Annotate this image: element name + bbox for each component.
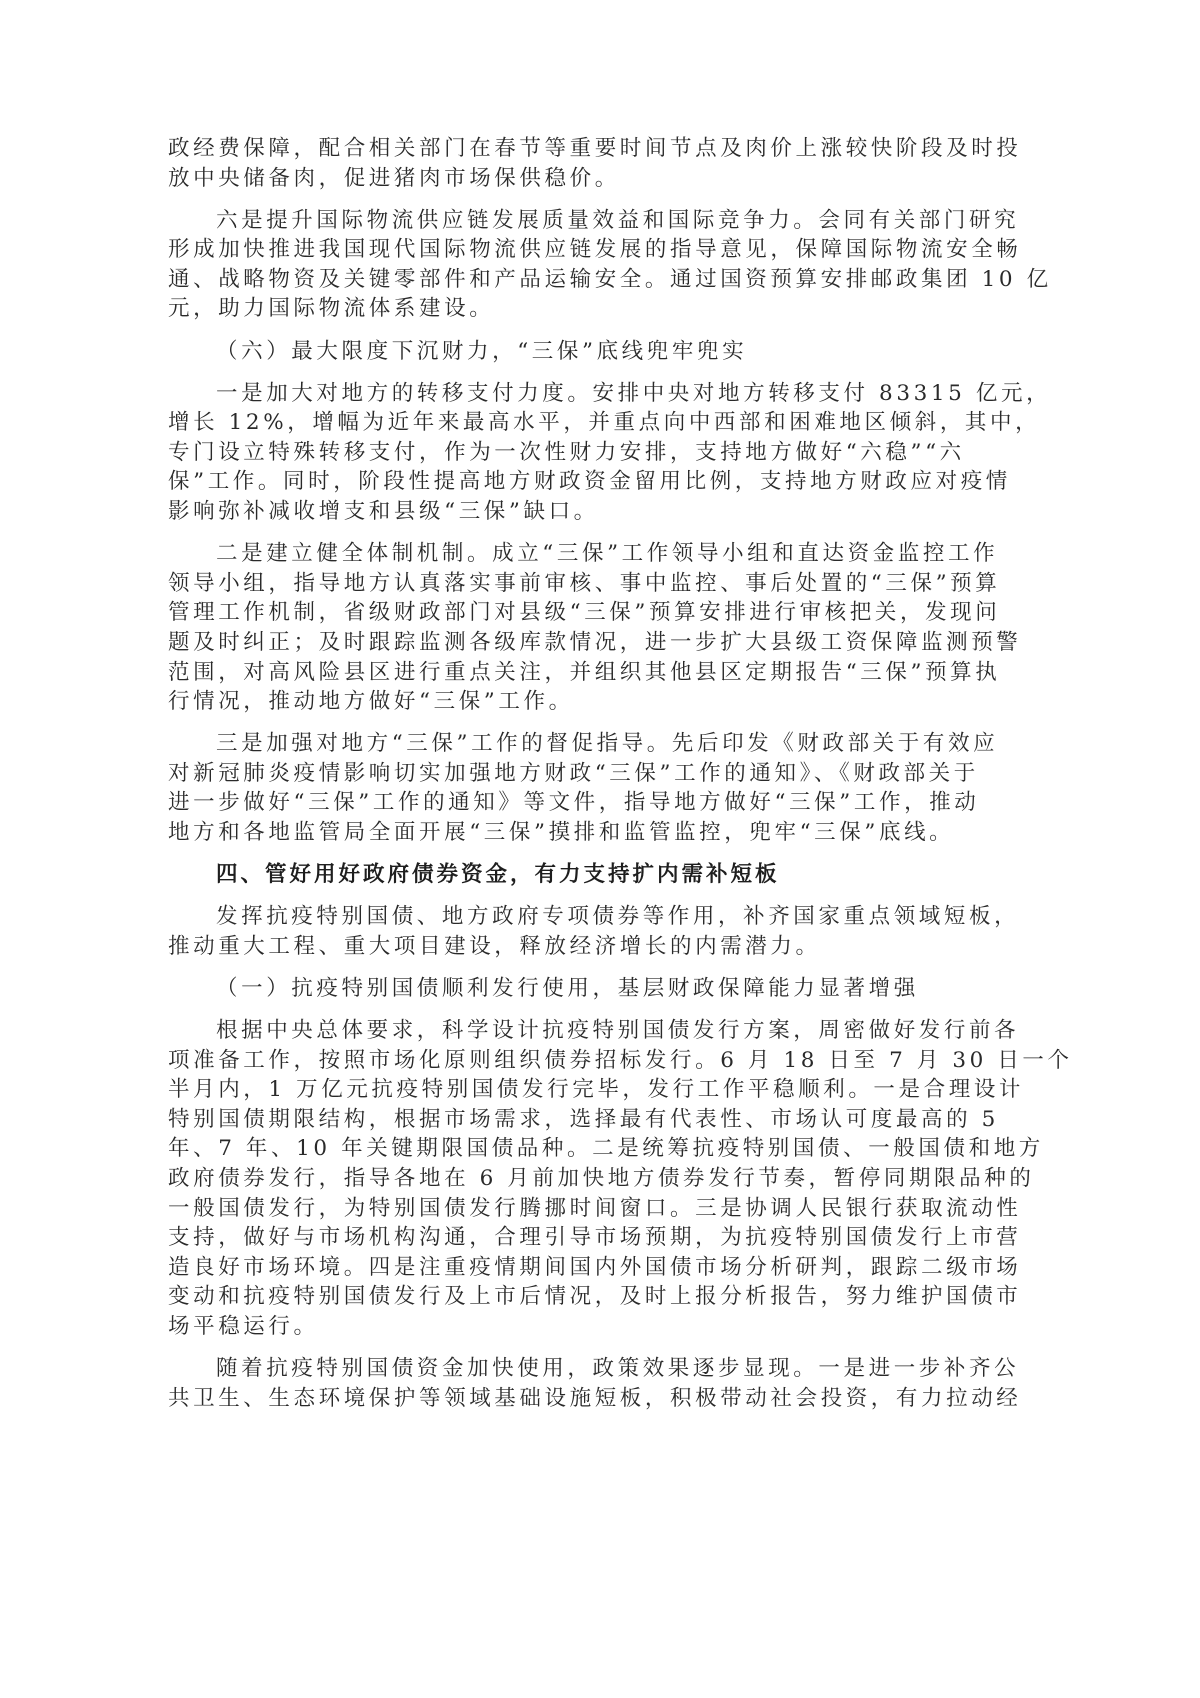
text-line: 政府债券发行，指导各地在 6 月前加快地方债券发行节奏，暂停同期限品种的 <box>168 1165 1035 1191</box>
body-paragraph <box>168 1354 1022 1413</box>
body-paragraph <box>168 134 1022 193</box>
text-line: 政经费保障，配合相关部门在春节等重要时间节点及肉价上涨较快阶段及时投 <box>168 136 1022 161</box>
text-line: 发挥抗疫特别国债、地方政府专项债券等作用，补齐国家重点领域短板， <box>216 904 1020 930</box>
section-heading <box>168 860 937 890</box>
text-line: 行情况，推动地方做好“三保”工作。 <box>168 689 574 715</box>
text-line: （一）抗疫特别国债顺利发行使用，基层财政保障能力显著增强 <box>216 975 919 1001</box>
text-line: 进一步做好“三保”工作的通知》等文件，指导地方做好“三保”工作，推动 <box>168 790 980 816</box>
text-line: 放中央储备肉，促进猪肉市场保供稳价。 <box>168 165 620 191</box>
text-line: 造良好市场环境。四是注重疫情期间国内外国债市场分析研判，跟踪二级市场 <box>168 1254 1022 1280</box>
text-line: 管理工作机制，省级财政部门对县级“三保”预算安排进行审核把关，发现问 <box>168 600 1001 626</box>
text-line: 一般国债发行，为特别国债发行腾挪时间窗口。三是协调人民银行获取流动性 <box>168 1195 1022 1221</box>
body-paragraph <box>168 1016 1073 1342</box>
text-line: 半月内，1 万亿元抗疫特别国债发行完毕，发行工作平稳顺利。一是合理设计 <box>168 1077 1025 1103</box>
text-line: 范围，对高风险县区进行重点关注，并组织其他县区定期报告“三保”预算执 <box>168 659 1001 685</box>
document-page <box>168 134 1073 1426</box>
text-line: 六是提升国际物流供应链发展质量效益和国际竞争力。会同有关部门研究 <box>216 207 1020 233</box>
text-line: 变动和抗疫特别国债发行及上市后情况，及时上报分析报告，努力维护国债市 <box>168 1284 1022 1310</box>
text-line: 共卫生、生态环境保护等领域基础设施短板，积极带动社会投资，有力拉动经 <box>168 1385 1022 1411</box>
body-paragraph <box>168 379 1052 527</box>
text-line: 三是加强对地方“三保”工作的督促指导。先后印发《财政部关于有效应 <box>216 731 999 757</box>
text-line: 元，助力国际物流体系建设。 <box>168 296 495 322</box>
text-line: 保”工作。同时，阶段性提高地方财政资金留用比例，支持地方财政应对疫情 <box>168 469 1011 495</box>
text-line: 支持，做好与市场机构沟通，合理引导市场预期，为抗疫特别国债发行上市营 <box>168 1225 1022 1251</box>
text-line: 场平稳运行。 <box>168 1313 319 1339</box>
text-line: 二是建立健全体制机制。成立“三保”工作领导小组和直达资金监控工作 <box>216 541 999 567</box>
text-line: 形成加快推进我国现代国际物流供应链发展的指导意见，保障国际物流安全畅 <box>168 237 1022 263</box>
text-line: （六）最大限度下沉财力，“三保”底线兜牢兜实 <box>216 338 748 364</box>
text-line: 年、7 年、10 年关键期限国债品种。二是统筹抗疫特别国债、一般国债和地方 <box>168 1136 1044 1162</box>
text-line: 专门设立特殊转移支付，作为一次性财力安排，支持地方做好“六稳”“六 <box>168 439 965 465</box>
text-line: 随着抗疫特别国债资金加快使用，政策效果逐步显现。一是进一步补齐公 <box>216 1355 1020 1381</box>
text-line: 推动重大工程、重大项目建设，释放经济增长的内需潜力。 <box>168 933 821 959</box>
body-paragraph <box>168 729 999 847</box>
text-line: 项准备工作，按照市场化原则组织债券招标发行。6 月 18 日至 7 月 30 日一个 <box>168 1047 1073 1073</box>
text-line: 地方和各地监管局全面开展“三保”摸排和监管监控，兜牢“三保”底线。 <box>168 819 955 845</box>
text-line: 根据中央总体要求，科学设计抗疫特别国债发行方案，周密做好发行前各 <box>216 1017 1020 1043</box>
body-paragraph <box>168 206 1052 324</box>
text-line: 增长 12%，增幅为近年来最高水平，并重点向中西部和困难地区倾斜，其中， <box>168 410 1041 436</box>
subsection-heading <box>168 974 937 1004</box>
body-paragraph <box>168 539 1022 717</box>
text-line: 通、战略物资及关键零部件和产品运输安全。通过国资预算安排邮政集团 10 亿 <box>168 266 1052 292</box>
text-line: 一是加大对地方的转移支付力度。安排中央对地方转移支付 83315 亿元， <box>216 380 1052 406</box>
text-line: 题及时纠正；及时跟踪监测各级库款情况，进一步扩大县级工资保障监测预警 <box>168 629 1022 655</box>
subsection-heading <box>168 337 937 367</box>
body-paragraph <box>168 902 1020 961</box>
text-line: 领导小组，指导地方认真落实事前审核、事中监控、事后处置的“三保”预算 <box>168 570 1001 596</box>
text-line: 对新冠肺炎疫情影响切实加强地方财政“三保”工作的通知》、《财政部关于 <box>168 760 979 786</box>
text-line: 影响弥补减收增支和县级“三保”缺口。 <box>168 499 599 525</box>
text-line: 四、管好用好政府债券资金，有力支持扩内需补短板 <box>216 862 780 888</box>
text-line: 特别国债期限结构，根据市场需求，选择最有代表性、市场认可度最高的 5 <box>168 1106 999 1132</box>
